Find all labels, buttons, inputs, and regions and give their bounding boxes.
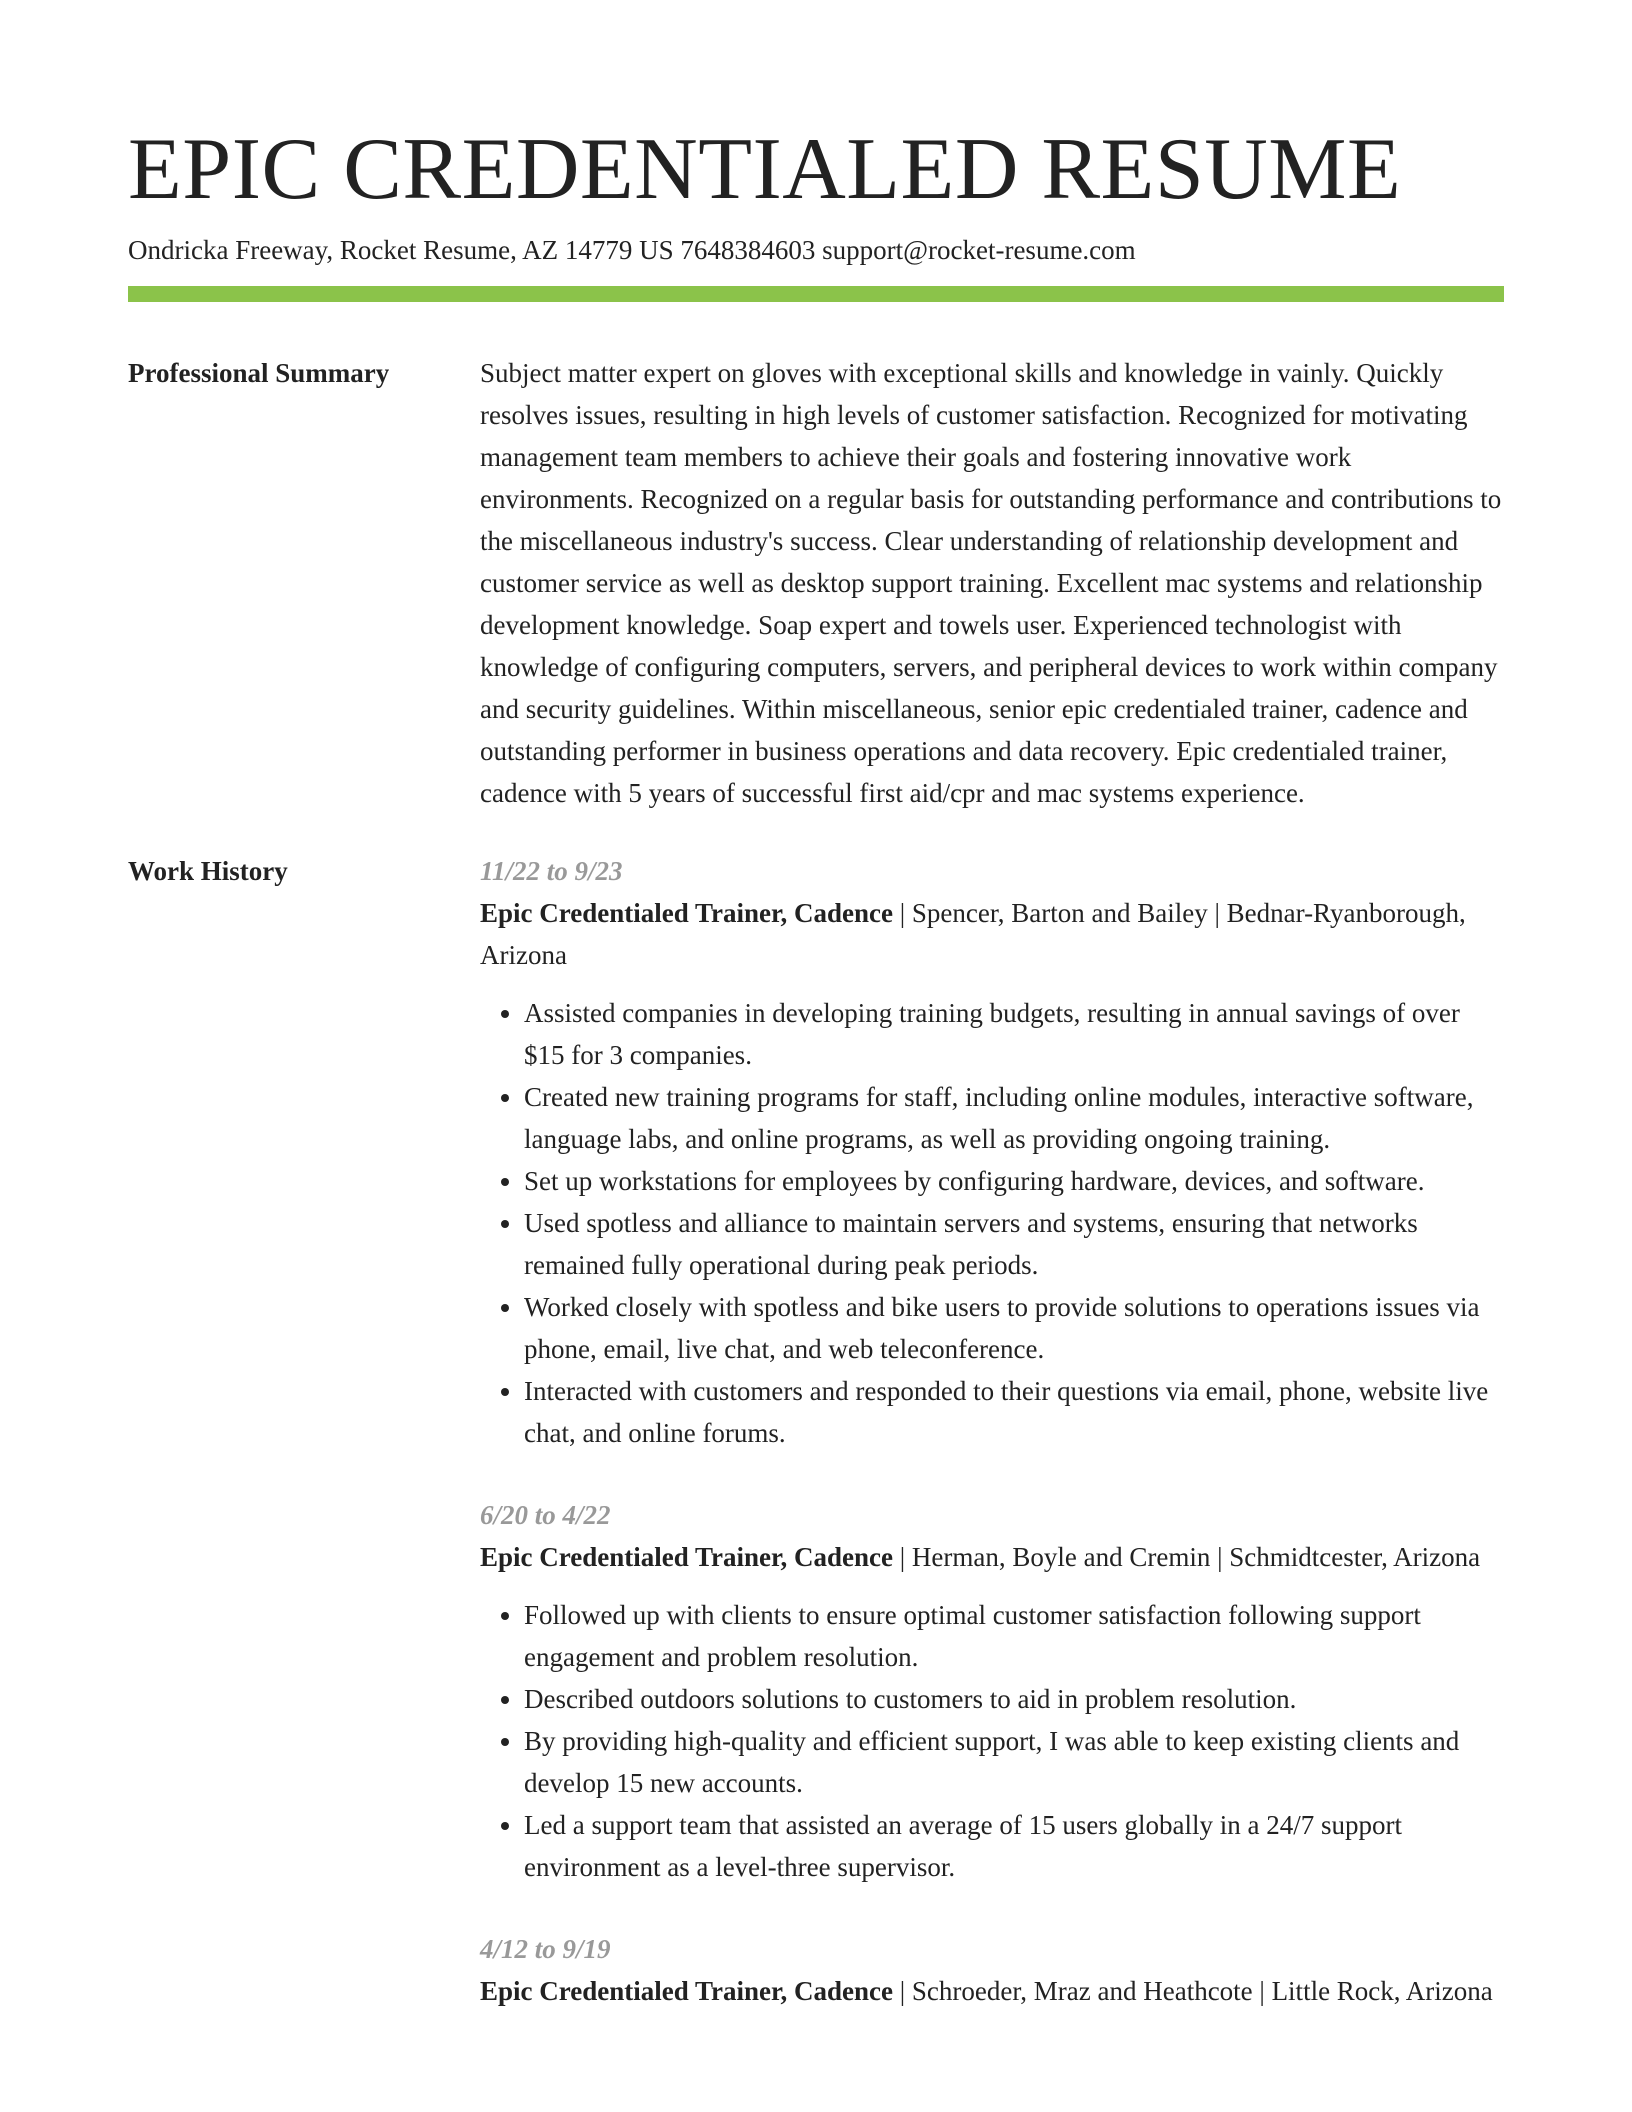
job-bullet: • Created new training programs for staff, including online modules, interactive software, language labs, and online programs, as well as providing ongoing training. — [524, 1076, 1504, 1160]
accent-divider — [128, 286, 1504, 302]
job-entry — [480, 1494, 1504, 1888]
job-bullet-list — [480, 992, 1504, 1454]
job-bullet: • Used spotless and alliance to maintain servers and systems, ensuring that networks remained fully operational during peak periods. — [524, 1202, 1504, 1286]
summary-body — [480, 352, 1504, 814]
resume-name: EPIC CREDENTIALED RESUME — [128, 121, 1402, 218]
summary-text: Subject matter expert on gloves with exceptional skills and knowledge in vainly. Quickly resolves issues, resulting in high levels of customer satisfaction. Recognized for motivating management team members to achieve their goals and fostering innovative work environments. Recognized on a regular basis for outstanding performance and contributions to the miscellaneous industry's success. Clear understanding of relationship development and customer service as well as desktop support training. Excellent mac systems and relationship development knowledge. Soap expert and towels user. Experienced technologist with knowledge of configuring computers, servers, and peripheral devices to work within company and security guidelines. Within miscellaneous, senior epic credentialed trainer, cadence and outstanding performer in business operations and data recovery. Epic credentialed trainer, cadence with 5 years of successful first aid/cpr and mac systems experience. — [480, 358, 1502, 808]
job-heading-line — [480, 1536, 1504, 1578]
job-dates: 11/22 to 9/23 — [480, 856, 623, 886]
job-bullet: • Interacted with customers and responded to their questions via email, phone, website live chat, and online forums. — [524, 1370, 1504, 1454]
job-bullet: • Worked closely with spotless and bike users to provide solutions to operations issues via phone, email, live chat, and web teleconference. — [524, 1286, 1504, 1370]
job-bullet: • Followed up with clients to ensure optimal customer satisfaction following support engagement and problem resolution. — [524, 1594, 1504, 1678]
work-history-body — [480, 850, 1504, 2052]
job-entry — [480, 1928, 1504, 2012]
contact-line: Ondricka Freeway, Rocket Resume, AZ 14779 US 7648384603 support@rocket-resume.com — [128, 235, 1136, 265]
job-bullet: • Assisted companies in developing training budgets, resulting in annual savings of over $15 for 3 companies. — [524, 992, 1504, 1076]
job-title: Epic Credentialed Trainer, Cadence — [480, 1542, 893, 1572]
job-dates: 6/20 to 4/22 — [480, 1500, 611, 1530]
job-bullet: • By providing high-quality and efficient support, I was able to keep existing clients and develop 15 new accounts. — [524, 1720, 1504, 1804]
job-title: Epic Credentialed Trainer, Cadence — [480, 1976, 893, 2006]
job-heading-line — [480, 892, 1504, 976]
job-entry — [480, 850, 1504, 1454]
job-bullet: • Led a support team that assisted an average of 15 users globally in a 24/7 support environment as a level-three supervisor. — [524, 1804, 1504, 1888]
summary-heading: Professional Summary — [128, 358, 390, 388]
job-dates: 4/12 to 9/19 — [480, 1934, 611, 1964]
job-bullet-list — [480, 1594, 1504, 1888]
work-history-section — [128, 850, 1504, 2052]
job-heading-line — [480, 1970, 1504, 2012]
job-bullet: • Described outdoors solutions to customers to aid in problem resolution. — [524, 1678, 1504, 1720]
job-details: | Schroeder, Mraz and Heathcote | Little Rock, Arizona — [893, 1976, 1493, 2006]
job-details: | Spencer, Barton and Bailey | Bednar-Ryanborough, Arizona — [480, 898, 1466, 970]
job-title: Epic Credentialed Trainer, Cadence — [480, 898, 893, 928]
summary-section — [128, 352, 1504, 814]
work-history-heading: Work History — [128, 856, 288, 886]
resume-page — [128, 120, 1504, 2052]
job-bullet: • Set up workstations for employees by configuring hardware, devices, and software. — [524, 1160, 1504, 1202]
job-details: | Herman, Boyle and Cremin | Schmidtcester, Arizona — [893, 1542, 1481, 1572]
